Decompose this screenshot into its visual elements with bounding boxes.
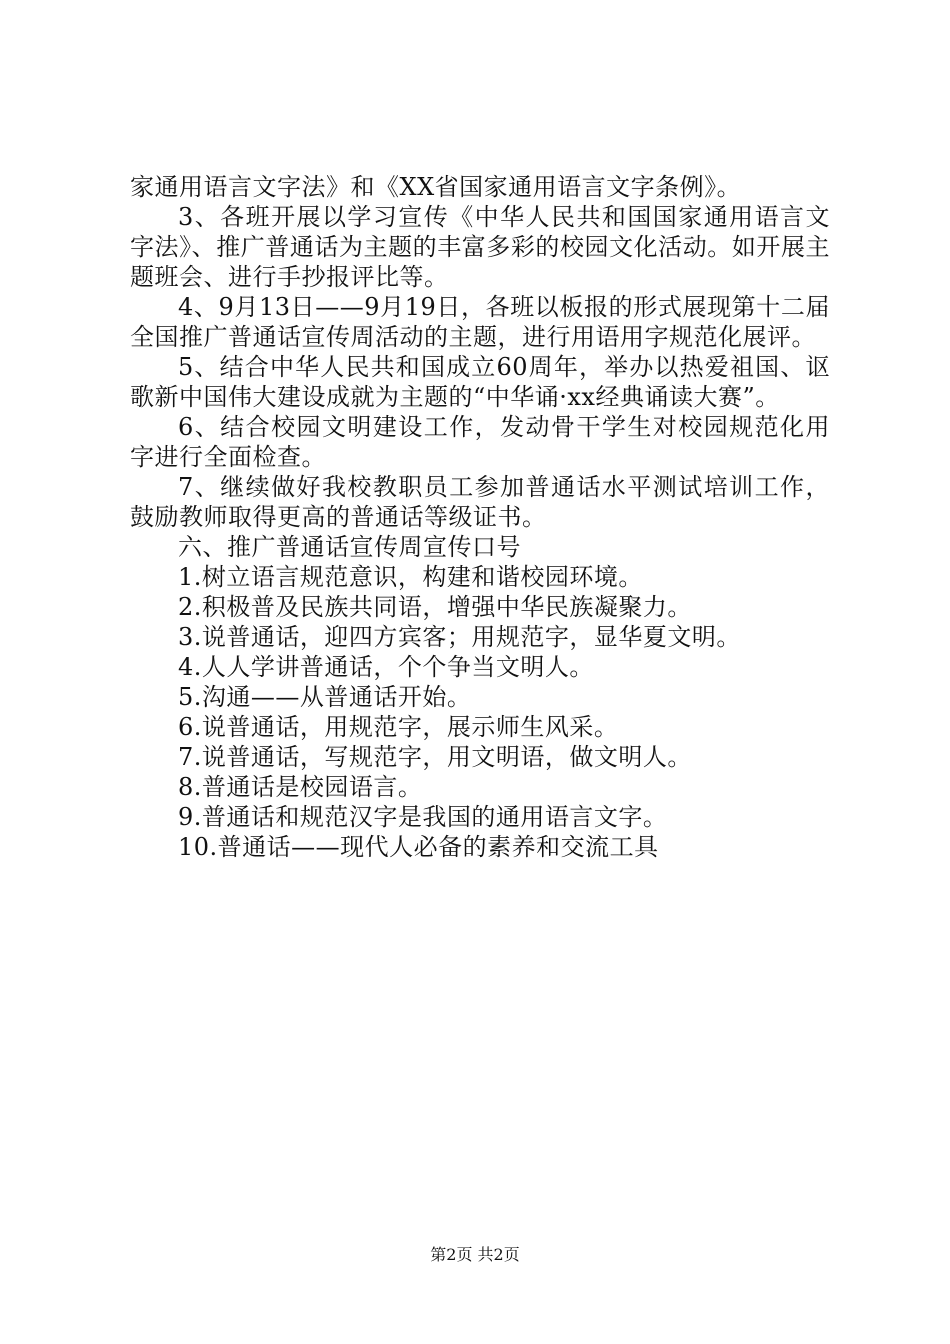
- slogan-item: 9.普通话和规范汉字是我国的通用语言文字。: [178, 803, 668, 831]
- paragraph-item-4: 4、9月13日——9月19日，各班以板报的形式展现第十二届全国推广普通话宣传周活动的主题，进行用语用字规范化展评。: [130, 293, 830, 351]
- paragraph-item-5: 5、结合中华人民共和国成立60周年，举办以热爱祖国、讴歌新中国伟大建设成就为主题的“中华诵·xx经典诵读大赛”。: [130, 353, 830, 411]
- slogan-item: 1.树立语言规范意识，构建和谐校园环境。: [178, 563, 643, 591]
- slogan-item: 6.说普通话，用规范字，展示师生风采。: [178, 713, 619, 741]
- page-footer: [0, 1245, 950, 1265]
- paragraph-item-3: 3、各班开展以学习宣传《中华人民共和国国家通用语言文字法》、推广普通话为主题的丰富多彩的校园文化活动。如开展主题班会、进行手抄报评比等。: [130, 203, 830, 291]
- slogan-item: 5.沟通——从普通话开始。: [178, 683, 472, 711]
- page-number-label: 第2页 共2页: [430, 1245, 520, 1264]
- paragraph-item-7: 7、继续做好我校教职员工参加普通话水平测试培训工作，鼓励教师取得更高的普通话等级证书。: [130, 473, 830, 531]
- paragraph-continuation: 家通用语言文字法》和《XX省国家通用语言文字条例》。: [130, 173, 742, 201]
- slogan-item: 8.普通话是校园语言。: [178, 773, 423, 801]
- slogan-list: [130, 562, 830, 862]
- slogan-item: 10.普通话——现代人必备的素养和交流工具: [178, 833, 659, 861]
- slogan-item: 4.人人学讲普通话，个个争当文明人。: [178, 653, 594, 681]
- slogan-item: 7.说普通话，写规范字，用文明语，做文明人。: [178, 743, 692, 771]
- section-heading: 六、推广普通话宣传周宣传口号: [178, 533, 521, 561]
- paragraph-item-6: 6、结合校园文明建设工作，发动骨干学生对校园规范化用字进行全面检查。: [130, 413, 830, 471]
- slogan-item: 2.积极普及民族共同语，增强中华民族凝聚力。: [178, 593, 692, 621]
- document-body: [130, 172, 830, 862]
- slogan-item: 3.说普通话，迎四方宾客；用规范字，显华夏文明。: [178, 623, 741, 651]
